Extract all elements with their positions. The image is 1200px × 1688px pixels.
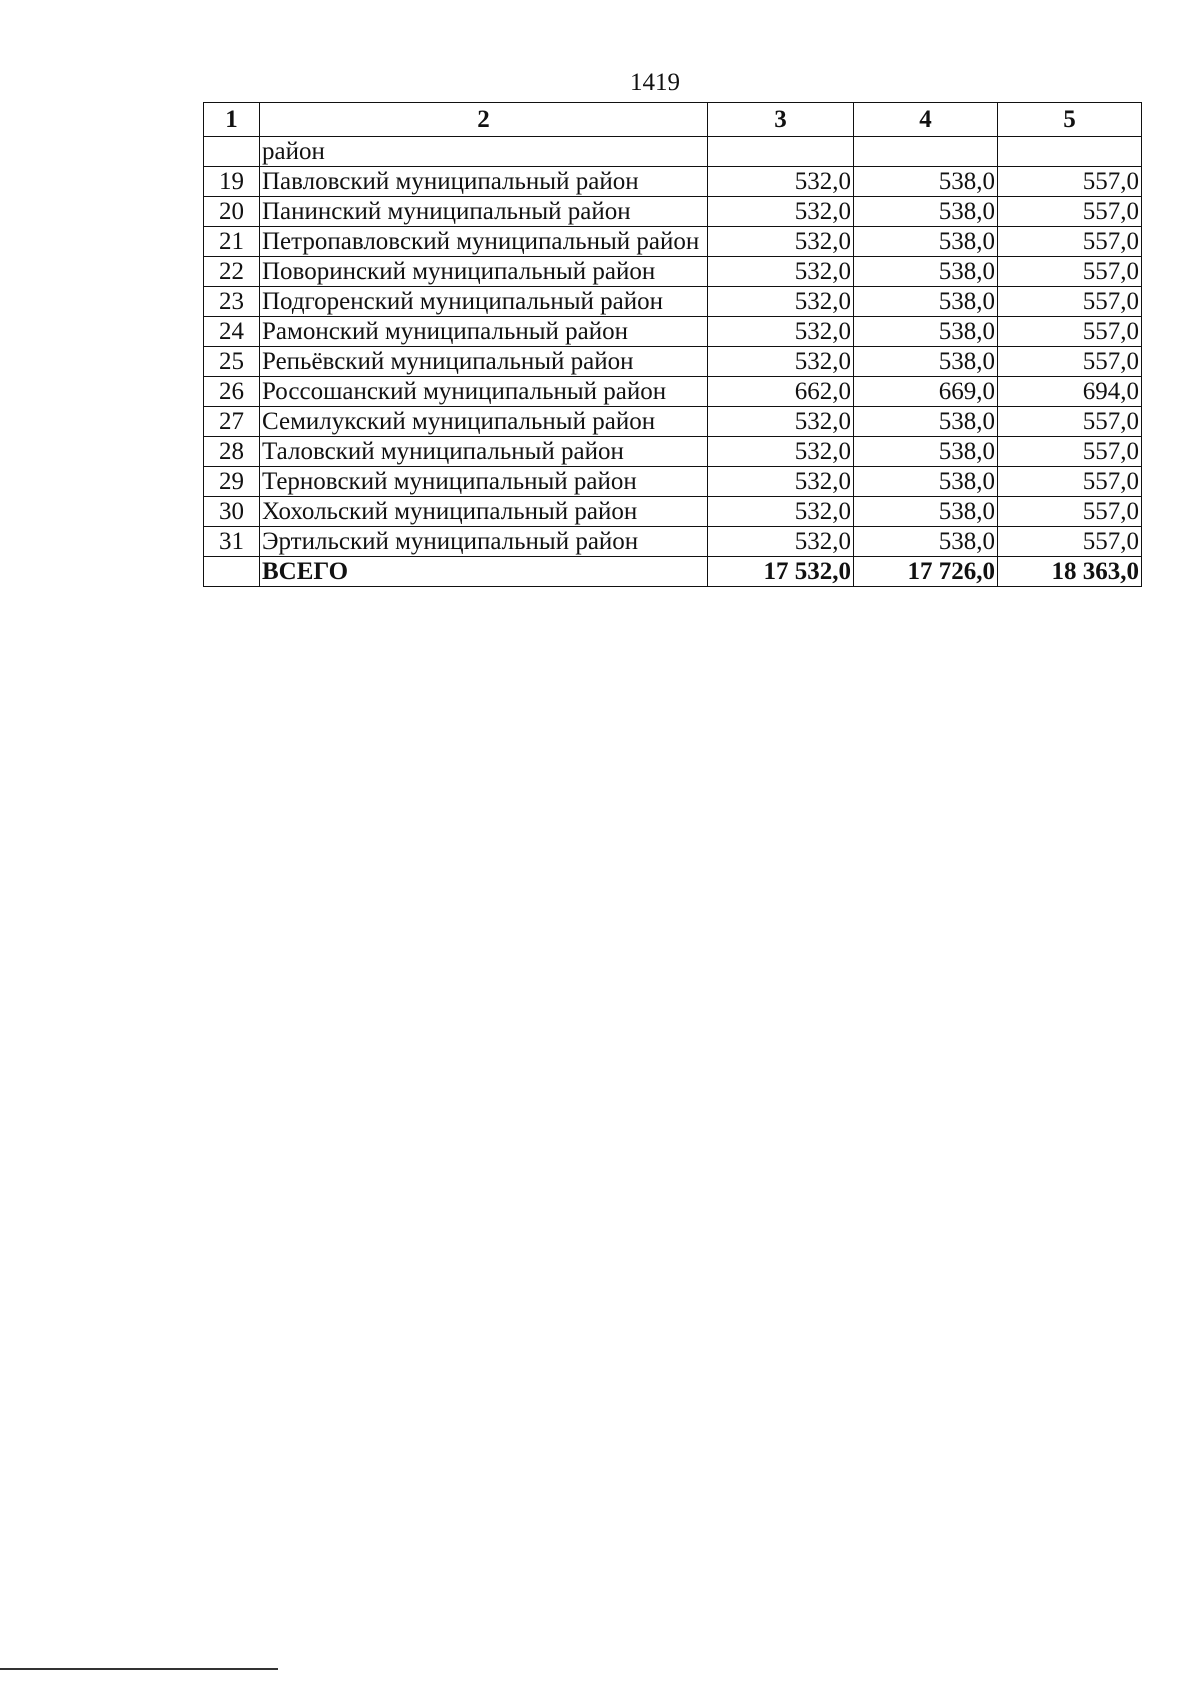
column-header-4: 4 [854,103,998,137]
column-header-3: 3 [708,103,854,137]
total-col-5: 18 363,0 [998,557,1142,587]
value-col-3: 532,0 [708,317,854,347]
value-col-4: 538,0 [854,527,998,557]
total-col-3: 17 532,0 [708,557,854,587]
table-row [204,377,1142,407]
value-col-4: 538,0 [854,317,998,347]
row-number: 30 [204,497,260,527]
value-col-5: 557,0 [998,467,1142,497]
row-number: 28 [204,437,260,467]
value-col-3: 532,0 [708,347,854,377]
table-row [204,407,1142,437]
value-col-5: 557,0 [998,407,1142,437]
table-row [204,527,1142,557]
row-number [204,137,260,167]
row-number: 22 [204,257,260,287]
total-col-4: 17 726,0 [854,557,998,587]
value-col-3: 532,0 [708,407,854,437]
district-name: Таловский муниципальный район [260,437,708,467]
value-col-5: 557,0 [998,527,1142,557]
district-name: Хохольский муниципальный район [260,497,708,527]
table-row [204,287,1142,317]
value-col-5: 557,0 [998,257,1142,287]
value-col-5: 557,0 [998,437,1142,467]
value-col-5: 557,0 [998,347,1142,377]
district-name: Эртильский муниципальный район [260,527,708,557]
value-col-5: 694,0 [998,377,1142,407]
district-name: Семилукский муниципальный район [260,407,708,437]
table-row [204,257,1142,287]
column-header-1: 1 [204,103,260,137]
district-name: Россошанский муниципальный район [260,377,708,407]
table-row [204,437,1142,467]
row-number: 24 [204,317,260,347]
value-col-4: 538,0 [854,227,998,257]
value-col-4: 538,0 [854,257,998,287]
value-col-3: 532,0 [708,227,854,257]
row-number: 19 [204,167,260,197]
district-name: Терновский муниципальный район [260,467,708,497]
value-col-4: 538,0 [854,197,998,227]
table-row [204,467,1142,497]
value-col-4: 538,0 [854,167,998,197]
row-number: 31 [204,527,260,557]
column-header-5: 5 [998,103,1142,137]
value-col-3: 532,0 [708,287,854,317]
value-col-3: 532,0 [708,467,854,497]
value-col-5: 557,0 [998,287,1142,317]
value-col-3 [708,137,854,167]
table-row [204,347,1142,377]
table-row [204,167,1142,197]
value-col-4: 538,0 [854,407,998,437]
district-name: Панинский муниципальный район [260,197,708,227]
district-name: Репьёвский муниципальный район [260,347,708,377]
district-name: Петропавловский муниципальный район [260,227,708,257]
allocation-table [203,102,1142,587]
table-row [204,197,1142,227]
table-row [204,497,1142,527]
district-name: Подгоренский муниципальный район [260,287,708,317]
value-col-5: 557,0 [998,197,1142,227]
value-col-4: 538,0 [854,287,998,317]
value-col-3: 532,0 [708,197,854,227]
value-col-4: 538,0 [854,437,998,467]
total-row-number [204,557,260,587]
value-col-3: 532,0 [708,527,854,557]
row-number: 20 [204,197,260,227]
table-row [204,317,1142,347]
row-number: 26 [204,377,260,407]
column-header-2: 2 [260,103,708,137]
value-col-5: 557,0 [998,227,1142,257]
page-number: 1419 [630,69,680,96]
value-col-3: 532,0 [708,437,854,467]
district-name: Рамонский муниципальный район [260,317,708,347]
row-number: 25 [204,347,260,377]
total-label: ВСЕГО [260,557,708,587]
value-col-5 [998,137,1142,167]
value-col-3: 662,0 [708,377,854,407]
table-row [204,137,1142,167]
value-col-3: 532,0 [708,167,854,197]
value-col-3: 532,0 [708,257,854,287]
district-name: Поворинский муниципальный район [260,257,708,287]
value-col-5: 557,0 [998,317,1142,347]
row-number: 23 [204,287,260,317]
value-col-4 [854,137,998,167]
district-name: Павловский муниципальный район [260,167,708,197]
total-row [204,557,1142,587]
footnote-separator [0,1668,278,1670]
table-row [204,227,1142,257]
value-col-5: 557,0 [998,167,1142,197]
row-number: 27 [204,407,260,437]
value-col-4: 538,0 [854,467,998,497]
table-header-row [204,103,1142,137]
value-col-4: 538,0 [854,347,998,377]
district-name: район [260,137,708,167]
value-col-3: 532,0 [708,497,854,527]
value-col-5: 557,0 [998,497,1142,527]
value-col-4: 669,0 [854,377,998,407]
row-number: 29 [204,467,260,497]
value-col-4: 538,0 [854,497,998,527]
row-number: 21 [204,227,260,257]
